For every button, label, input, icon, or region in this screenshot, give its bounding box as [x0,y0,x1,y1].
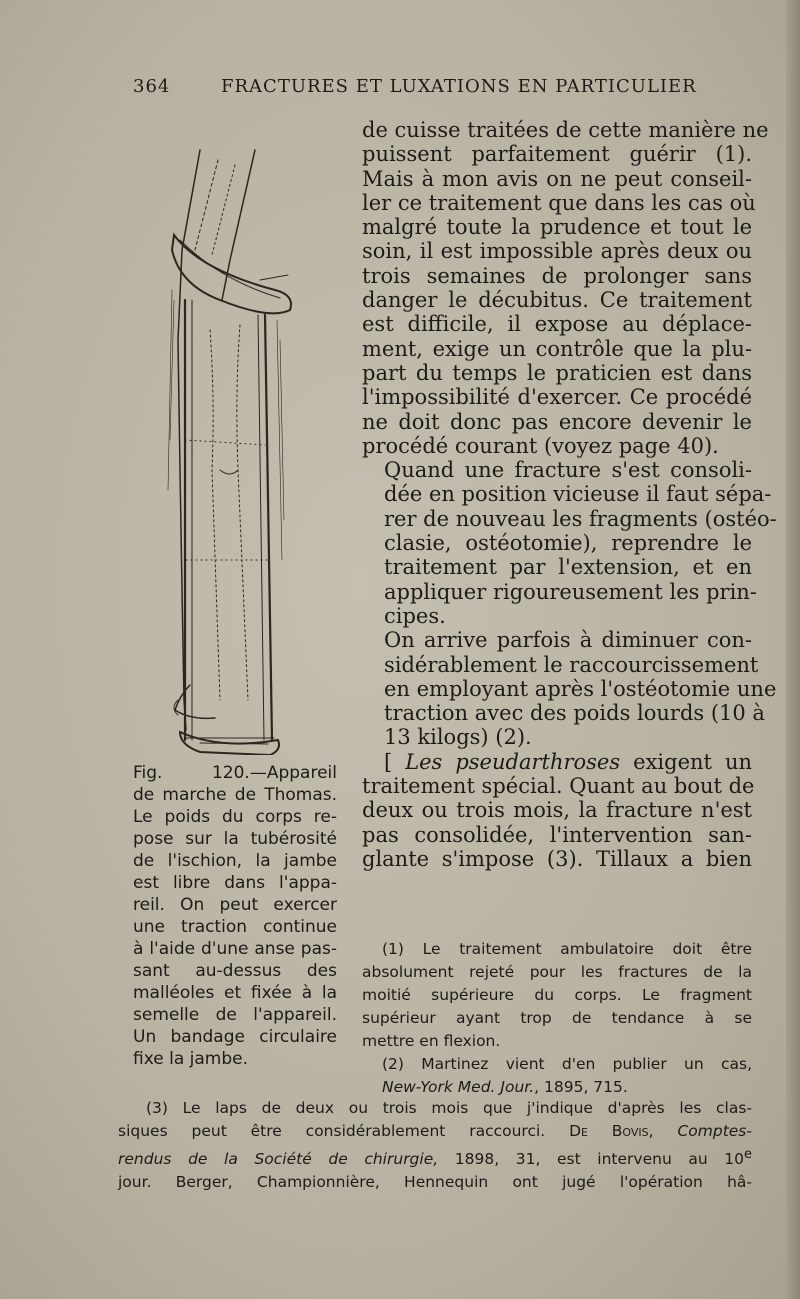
text-line: sidérablement le raccourcissement [384,652,759,677]
text-line: (3) Le laps de deux ou trois mois que j'indique d'après les clas- [146,1099,752,1117]
text-line: malgré toute la prudence et tout le [362,215,752,240]
footnote-3 [118,1097,752,1194]
text-line: est libre dans l'appa- [133,873,337,893]
footnotes [362,938,752,1099]
text-line: traitement par l'extension, et en [384,555,752,580]
text-line: glante s'impose (3). Tillaux a bien [362,846,752,871]
footnote-2 [362,1053,752,1099]
paragraph-3 [362,628,777,750]
text-line: [ Les pseudarthroses exigent un [384,749,752,774]
orthopedic-leg-apparatus-illustration [168,150,291,755]
text-line: deux ou trois mois, la fracture n'est [362,798,752,823]
figure-thomas-apparatus [160,140,300,755]
text-line: procédé courant (voyez page 40). [362,433,719,458]
footnote-1 [362,938,752,1053]
text-line: ment, exige un contrôle que la plu- [362,336,752,361]
text-line: reil. On peut exercer [133,895,337,915]
text-line: clasie, ostéotomie), reprendre le [384,531,752,556]
paragraph-1 [362,118,769,458]
text-line: soin, il est impossible après deux ou [362,239,752,264]
page-edge [786,0,800,1299]
text-line: Quand une fracture s'est consoli- [384,458,752,483]
page-number: 364 [133,76,171,97]
text-line: sant au-dessus des [133,961,337,981]
text-line: de cuisse traitées de cette manière ne [362,118,769,142]
figure-caption [133,762,337,1070]
text-line: fixe la jambe. [133,1049,249,1069]
text-line: (1) Le traitement ambulatoire doit être [382,940,752,958]
text-line: une traction continue [133,917,337,937]
text-line: appliquer rigoureusement les prin- [384,579,757,604]
text-line: traitement spécial. Quant au bout de [362,774,755,799]
text-line: pas consolidée, l'intervention san- [362,822,752,847]
text-line: ne doit donc pas encore devenir le [362,409,752,434]
text-line: jour. Berger, Championnière, Hennequin ont jugé l'opération hâ- [118,1173,752,1192]
text-line: rer de nouveau les fragments (ostéo- [384,506,777,531]
text-line: Fig. 120.—Appareil [133,763,337,783]
paragraph-4 [362,749,755,871]
text-line: en employant après l'ostéotomie une [384,676,777,701]
text-line: l'impossibilité d'exercer. Ce procédé [362,385,752,410]
text-line: part du temps le praticien est dans [362,360,752,385]
text-line: de marche de Thomas. [133,785,337,805]
text-line: Mais à mon avis on ne peut conseil- [362,166,752,191]
text-line: supérieur ayant trop de tendance à se [362,1009,752,1027]
text-line: On arrive parfois à diminuer con- [384,628,752,653]
text-line: rendus de la Société de chirurgie, 1898, 31, est intervenu au 10e [118,1147,752,1169]
text-line: à l'aide d'une anse pas- [133,939,337,959]
journal-title: New-York Med. Jour. [382,1078,535,1096]
main-text [362,118,777,871]
text-line: puissent parfaitement guérir (1). [362,142,752,167]
author-name: De Bovis [569,1122,649,1140]
text-line: est difficile, il expose au déplace- [362,312,752,337]
text-line: cipes. [384,603,446,628]
text-line: traction avec des poids lourds (10 à [384,701,765,726]
italic-term: Les pseudarthroses [405,749,621,774]
text-line: dée en position vicieuse il faut sépa- [384,482,772,507]
running-title: FRACTURES ET LUXATIONS EN PARTICULIER [221,76,697,97]
text-line: trois semaines de prolonger sans [362,263,752,288]
text-line: Un bandage circulaire [133,1027,337,1047]
text-line: moitié supérieure du corps. Le fragment [362,986,752,1004]
text-line: pose sur la tubérosité [133,829,337,849]
text-line: 13 kilogs) (2). [384,725,532,750]
text-line: malléoles et fixée à la [133,983,337,1003]
text-line: New-York Med. Jour., 1895, 715. [382,1078,628,1096]
text-line: Le poids du corps re- [133,807,337,827]
paragraph-2 [362,458,777,628]
text-line: danger le décubitus. Ce traitement [362,288,752,313]
text-line: mettre en flexion. [362,1032,501,1050]
text-line: absolument rejeté pour les fractures de la [362,963,752,981]
text-line: semelle de l'appareil. [133,1005,337,1025]
text-line: ler ce traitement que dans les cas où [362,190,756,215]
text-line: de l'ischion, la jambe [133,851,337,871]
text-line: (2) Martinez vient d'en publier un cas, [382,1055,752,1073]
text-line: siques peut être considérablement raccourci. De Bovis, Comptes- [118,1122,752,1140]
